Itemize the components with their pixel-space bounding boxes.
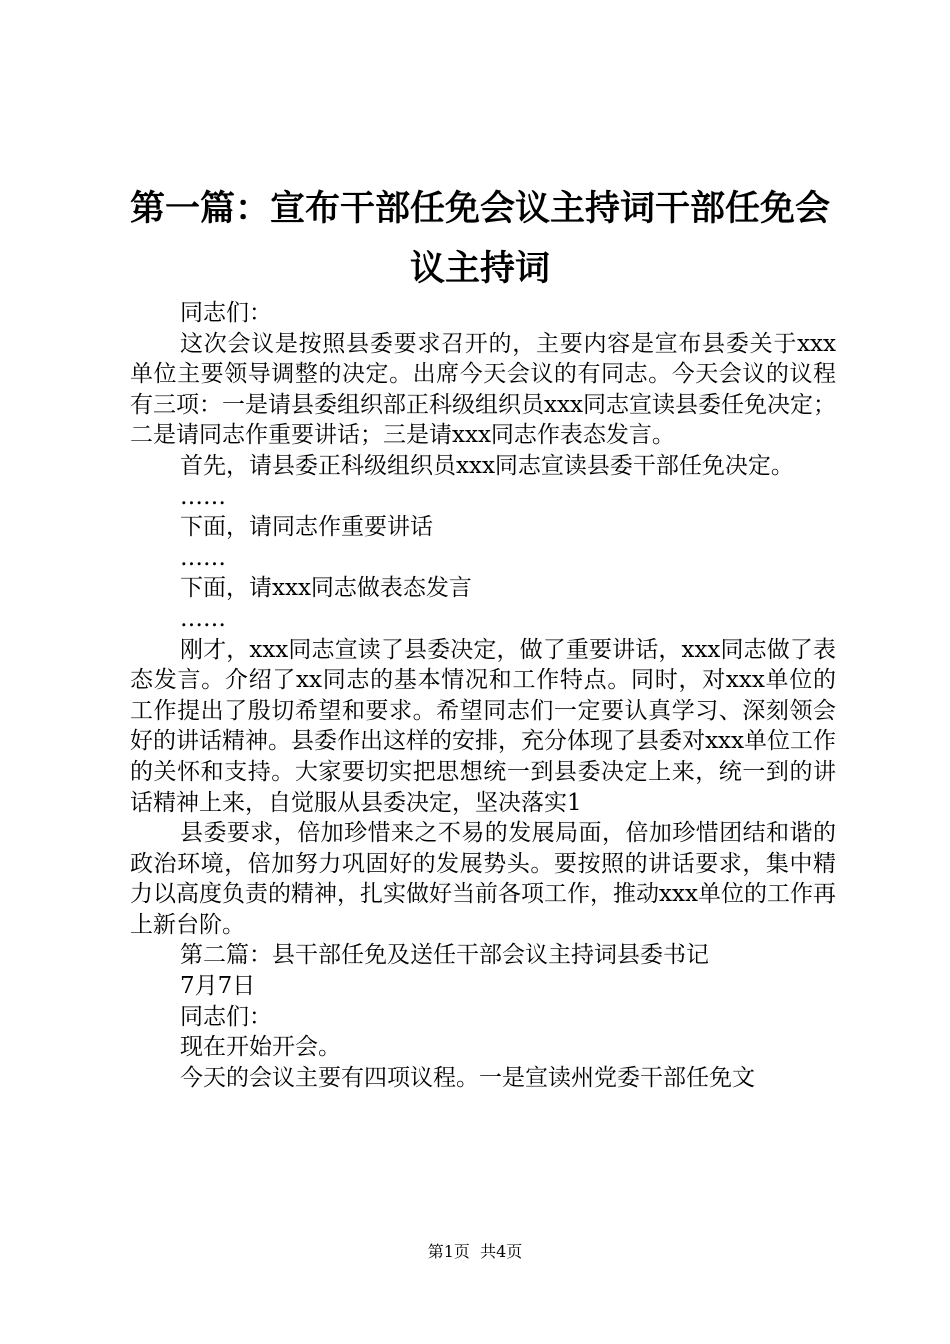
paragraph: 首先，请县委正科级组织员xxx同志宣读县委干部任免决定。 <box>180 452 794 479</box>
ellipsis: …… <box>180 483 226 510</box>
ellipsis: …… <box>180 605 226 632</box>
paragraph: 今天的会议主要有四项议程。一是宣读州党委干部任免文 <box>180 1064 755 1091</box>
section-heading: 第二篇：县干部任免及送任干部会议主持词县委书记 <box>180 942 709 969</box>
paragraph: 现在开始开会。 <box>180 1034 341 1061</box>
paragraph: 下面，请xxx同志做表态发言 <box>180 575 472 602</box>
paragraph: 县委要求，倍加珍惜来之不易的发展局面，倍加珍惜团结和谐的政治环境，倍加努力巩固好的发展势头。要按照的讲话要求，集中精力以高度负责的精神，扎实做好当前各项工作，推动xxx单位的工作再上新台阶。 <box>130 820 836 938</box>
paragraph: 这次会议是按照县委要求召开的，主要内容是宣布县委关于xxx单位主要领导调整的决定。出席今天会议的有同志。今天会议的议程有三项：一是请县委组织部正科级组织员xxx同志宣读县委任免决定；二是请同志作重要讲话；三是请xxx同志作表态发言。 <box>130 330 836 449</box>
salutation: 同志们： <box>180 1003 272 1030</box>
document-title-line-2: 议主持词 <box>409 248 550 289</box>
document-title-line-1: 第一篇：宣布干部任免会议主持词干部任免会 <box>129 188 830 229</box>
paragraph: 下面，请同志作重要讲话 <box>180 514 433 541</box>
salutation: 同志们： <box>180 300 272 326</box>
date-line: 7月7日 <box>180 973 256 1000</box>
page-number-footer: 第1页 共4页 <box>427 1242 523 1261</box>
paragraph: 刚才，xxx同志宣读了县委决定，做了重要讲话，xxx同志做了表态发言。介绍了xx同志的基本情况和工作特点。同时，对xxx单位的工作提出了殷切希望和要求。希望同志们一定要认真学习、深刻领会好的讲话精神。县委作出这样的安排，充分体现了县委对xxx单位工作的关怀和支持。大家要切实把思想统一到县委决定上来，统一到的讲话精神上来，自觉服从县委决定，坚决落实1 <box>130 636 836 816</box>
ellipsis: …… <box>180 544 226 571</box>
document-body <box>130 298 836 1093</box>
